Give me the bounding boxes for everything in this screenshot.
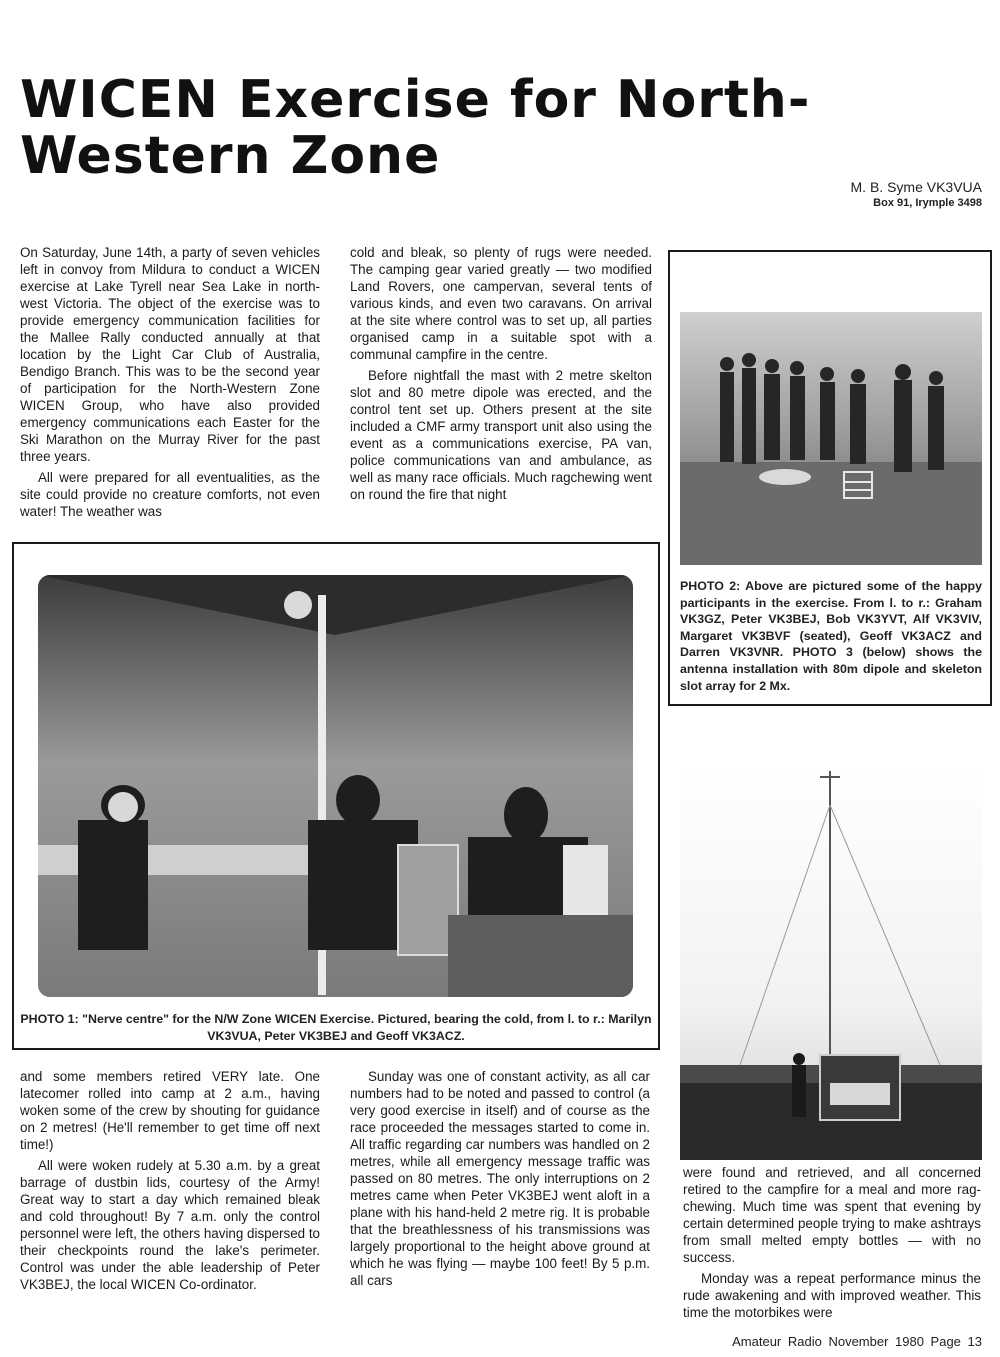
- paragraph: Sunday was one of constant activity, as all car numbers had to be noted and passed to control (a very good exercise in itself) and of course as the race proceeded the messages started to come in. All traffic regarding car numbers was handled on 2 metres, while all emergency message traffic was passed on 80 metres. The only interruptions on 2 metres came when Peter VK3BEJ went aloft in a plane with his hand-held 2 metre rig. It is probable that the breathlessness of his transmissions was largely proportional to the height above ground at which he was flying — maybe 100 feet! By 5 p.m. all cars: [350, 1069, 650, 1288]
- participants-photo-image: [680, 312, 982, 565]
- nerve-centre-photo-image: [38, 575, 633, 997]
- article-title: [20, 72, 980, 184]
- photo1-caption: PHOTO 1: "Nerve centre" for the N/W Zone WICEN Exercise. Pictured, bearing the cold, from l. to r.: Marilyn VK3VUA, Peter VK3BEJ and Geoff VK3ACZ.: [20, 1012, 652, 1043]
- paragraph: All were woken rudely at 5.30 a.m. by a great barrage of dustbin lids, courtesy of the Army! Great way to start a day which remained bleak and cold throughout! By 7 a.m. only the control personnel were left, the others having dispersed to their checkpoints round the lake's perimeter. Control was under the able leadership of Peter VK3BEJ, the local WICEN Co-ordinator.: [20, 1158, 320, 1292]
- paragraph: cold and bleak, so plenty of rugs were needed. The camping gear varied greatly — two modified Land Rovers, one campervan, several tents of various kinds, and even two caravans. On arrival at the site where control was to set up, all parties organised camp in a suitable spot with a communal campfire in the centre.: [350, 245, 652, 362]
- photo2-caption: PHOTO 2: Above are pictured some of the happy participants in the exercise. From l. to r.: Graham VK3GZ, Peter VK3BEJ, Bob VK3YVT, Alf VK3VIV, Margaret VK3BVF (seated), Geoff VK3ACZ and Darren VK3VNR. PHOTO 3 (below) shows the antenna installation with 80m dipole and skeleton slot array for 2 Mx.: [680, 579, 982, 693]
- paragraph: On Saturday, June 14th, a party of seven vehicles left in convoy from Mildura to conduct a WICEN exercise at Lake Tyrell near Sea Lake in north-west Victoria. The object of the exercise was to provide emergency communication facilities for the Mallee Rally conducted annually at that location by the Light Car Club of Australia, Bendigo Branch. This was to be the second year of participation for the North-Western Zone WICEN Group, who have also provided emergency communications each Easter for the Ski Marathon on the Murray River for the past three years.: [20, 245, 320, 464]
- antenna-photo-image: [680, 765, 982, 1160]
- paragraph: and some members retired VERY late. One latecomer rolled into camp at 2 a.m., having woken some of the crew by shouting for guidance on 2 metres! (He'll remember to get time off next time!): [20, 1069, 320, 1152]
- column-bottom-right: [683, 1164, 981, 1325]
- page-footer: Amateur Radio November 1980 Page 13: [732, 1334, 982, 1349]
- photo-nerve-centre: [38, 575, 633, 997]
- column-bottom-left: [20, 1068, 320, 1297]
- paragraph: were found and retrieved, and all concerned retired to the campfire for a meal and more rag-chewing. Much time was spent that evening by certain determined people trying to make ashtrays from small melted empty bottles — with no success.: [683, 1165, 981, 1265]
- title-line-2: Western Zone: [20, 126, 441, 186]
- column-top-middle: [350, 244, 652, 507]
- column-bottom-middle: [350, 1068, 650, 1293]
- paragraph: Before nightfall the mast with 2 metre skelton slot and 80 metre dipole was erected, and the control tent set up. Others present at the site included a CMF army transport unit also using the event as a communications exercise, PA van, police communications van and ambulance, as well as many race officials. Much ragchewing went on round the fire that night: [350, 368, 652, 502]
- byline: [851, 178, 982, 211]
- column-top-left: [20, 244, 320, 524]
- photo-antenna: [680, 765, 982, 1160]
- title-line-1: WICEN Exercise for North-: [20, 70, 811, 130]
- paragraph: Monday was a repeat performance minus the rude awakening and with improved weather. This time the motorbikes were: [683, 1271, 981, 1320]
- author-name: M. B. Syme VK3VUA: [850, 179, 982, 195]
- author-address: Box 91, Irymple 3498: [873, 197, 982, 209]
- paragraph: All were prepared for all eventualities, as the site could provide no creature comforts, not even water! The weather was: [20, 470, 320, 519]
- photo-participants: [680, 312, 982, 565]
